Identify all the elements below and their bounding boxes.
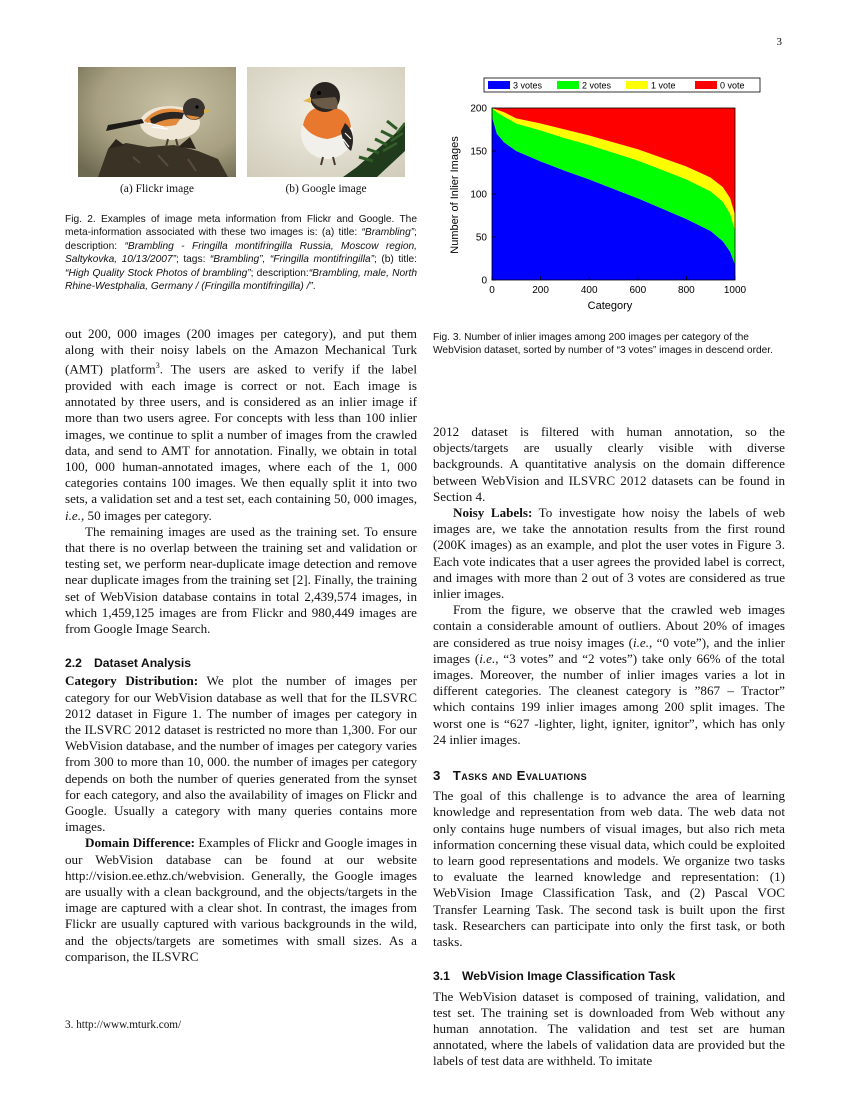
legend-label: 0 vote [720, 80, 745, 91]
legend-swatch [488, 81, 510, 89]
x-tick-label: 400 [580, 285, 598, 296]
y-tick-label: 100 [470, 189, 487, 201]
paragraph-outliers: From the figure, we observe that the crawled web images contain a considerable amount of outliers. About 20% of images are considered as true noisy images (i.e., “0 vote”), and the inlier images (i.e., “3 votes” and “2 votes”) take only 66% of the total images. Moreover, the number of inlier images varies a lot in different categories. The cleanest category is ”867 – Tractor” which contains 199 inlier images among 200 split images. The worst one is “627 -lighter, light, igniter, ignitor”, which has only 24 inlier images. [433, 602, 785, 747]
chart-legend [484, 78, 760, 92]
left-column [65, 326, 417, 965]
right-column [433, 424, 785, 1070]
flickr-brambling-photo [78, 67, 236, 177]
paragraph-noisy-labels: Noisy Labels: To investigate how noisy the labels of web images are, we take the annotation results from the first round (200K images) as an example, and plot the user votes in Figure 3. Each vote indicates that a user agrees the provided label is correct, and images with more than 2 out of 3 votes are considered as true inlier images. [433, 505, 785, 602]
page-number: 3 [776, 36, 782, 48]
y-tick-label: 0 [481, 275, 487, 287]
figure-3-caption: Fig. 3. Number of inlier images among 200 images per category of the WebVision dataset, sorted by number of “3 votes” images in descend order. [433, 332, 773, 357]
paragraph-ilsvrc: 2012 dataset is filtered with human annotation, so the objects/targets are usually clearly visible with diverse backgrounds. A quantitative analysis on the domain difference between WebVision and ILSVRC 2012 datasets can be found in Section 4. [433, 424, 785, 504]
section-2-2-heading: 2.2 Dataset Analysis [65, 656, 192, 671]
google-brambling-photo [247, 67, 405, 177]
x-tick-label: 200 [532, 285, 549, 296]
x-tick-label: 800 [678, 285, 695, 296]
section-3-heading: 3 Tasks and Evaluations [433, 768, 587, 784]
legend-swatch [557, 81, 579, 89]
subcaption-a: (a) Flickr image [119, 183, 195, 195]
x-tick-label: 1000 [723, 285, 747, 296]
y-axis-label: Number of Inlier Images [449, 136, 461, 254]
paragraph-tasks: The goal of this challenge is to advance the area of learning knowledge and representation from web data. The web data not only contains huge numbers of visual images, but also rich meta information concerning these visual data, which could be exploited to learn good representations and models. We organize two tasks to evaluate the learned knowledge and representation: (1) WebVision Image Classification Task, and (2) Pascal VOC Transfer Learning Task. The second task is built upon the first task. Researchers can participate into only the first task, or both tasks. [433, 788, 785, 950]
chart-plot-area [492, 108, 735, 280]
paragraph-domain-difference: Domain Difference: Examples of Flickr and Google images in our WebVision database can be found at our website http://vision.ee.ethz.ch/webvision. Generally, the Google images are usually with a clean background, and the objects/targets in the image are captured with a clear shot. In contrast, the images from Flickr are usually captured with various backgrounds in the wild, and the objects/targets are sometimes with small sizes. As a comparison, the ILSVRC [65, 835, 417, 964]
inlier-images-chart [440, 70, 780, 320]
subcaption-b: (b) Google image [285, 183, 367, 195]
footnote: 3. http://www.mturk.com/ [65, 1019, 182, 1031]
legend-label: 3 votes [513, 80, 543, 91]
paragraph-amt: out 200, 000 images (200 images per category), and put them along with their noisy labels on the Amazon Mechanical Turk (AMT) platform$^3$. The users are asked to verify if the label provided with each image is correct or not. Each image is annotated by three users, and is considered as an inlier image if more than two users agree. For concepts with less than 100 inlier images, we continue to split a number of images from the crawled data, and send to AMT for annotation. Finally, we obtain in total 100, 000 human-annotated images, where each of the 1, 000 categories contains 100 images. We then equally split it into two sets, a validation set and a test set, each containing 50, 000 images, i.e., 50 images per category. [65, 326, 417, 523]
legend-label: 1 vote [651, 80, 676, 91]
paragraph-category-distribution: Category Distribution: We plot the number of images per category for our WebVision database as well that for the ILSVRC 2012 dataset in Figure 1. The number of images per category in the ILSVRC 2012 dataset is restricted no more than 1,300. For our WebVision database, and the number of images per category varies from 300 to more than 10, 000. the number of images per category depends on both the number of queries generated from the synset for each category, and also the availability of images on Flickr and Google. Usually a category with many queries contains more images. [65, 673, 417, 835]
paragraph-training-set: The remaining images are used as the training set. To ensure that there is no overlap between the training set and validation or testing set, we perform near-duplicate image detection and remove near duplicate images from the training set [2]. Finally, the training set of WebVision database contains in total 2,439,574 images, in which 1,459,125 images are from Flickr and 980,449 images are from Google Image Search. [65, 523, 417, 637]
paragraph-classification-task: The WebVision dataset is composed of training, validation, and test set. The training set is downloaded from Web without any human annotation. The validation and test set are human annotated, where the labels of validation data are provided but the labels of test data are withheld. To imitate [433, 988, 785, 1069]
x-tick-label: 600 [629, 285, 647, 296]
figure-2-caption: Fig. 2. Examples of image meta information from Flickr and Google. The meta-information associated with these two images is: (a) title: “Brambling”; description: “Brambling - Fringilla montifringilla Russia, Moscow region, Saltykovka, 10/13/2007”; tags: “Brambling”, “Fringilla montifringilla”; (b) title: “High Quality Stock Photos of brambling”; description:“Brambling, male, North Rhine-Westphalia, Germany / (Fringilla montifringilla) /”. [65, 214, 417, 293]
x-axis-label: Category [587, 300, 633, 312]
x-tick-label: 0 [489, 285, 495, 296]
footnote-marker: 3 [155, 361, 160, 371]
section-3-1-heading: 3.1 WebVision Image Classification Task [433, 969, 676, 984]
legend-swatch [695, 81, 717, 89]
y-tick-label: 50 [475, 232, 487, 244]
y-tick-label: 200 [470, 103, 487, 115]
legend-label: 2 votes [582, 80, 612, 91]
legend-swatch [626, 81, 648, 89]
y-tick-label: 150 [470, 146, 487, 158]
